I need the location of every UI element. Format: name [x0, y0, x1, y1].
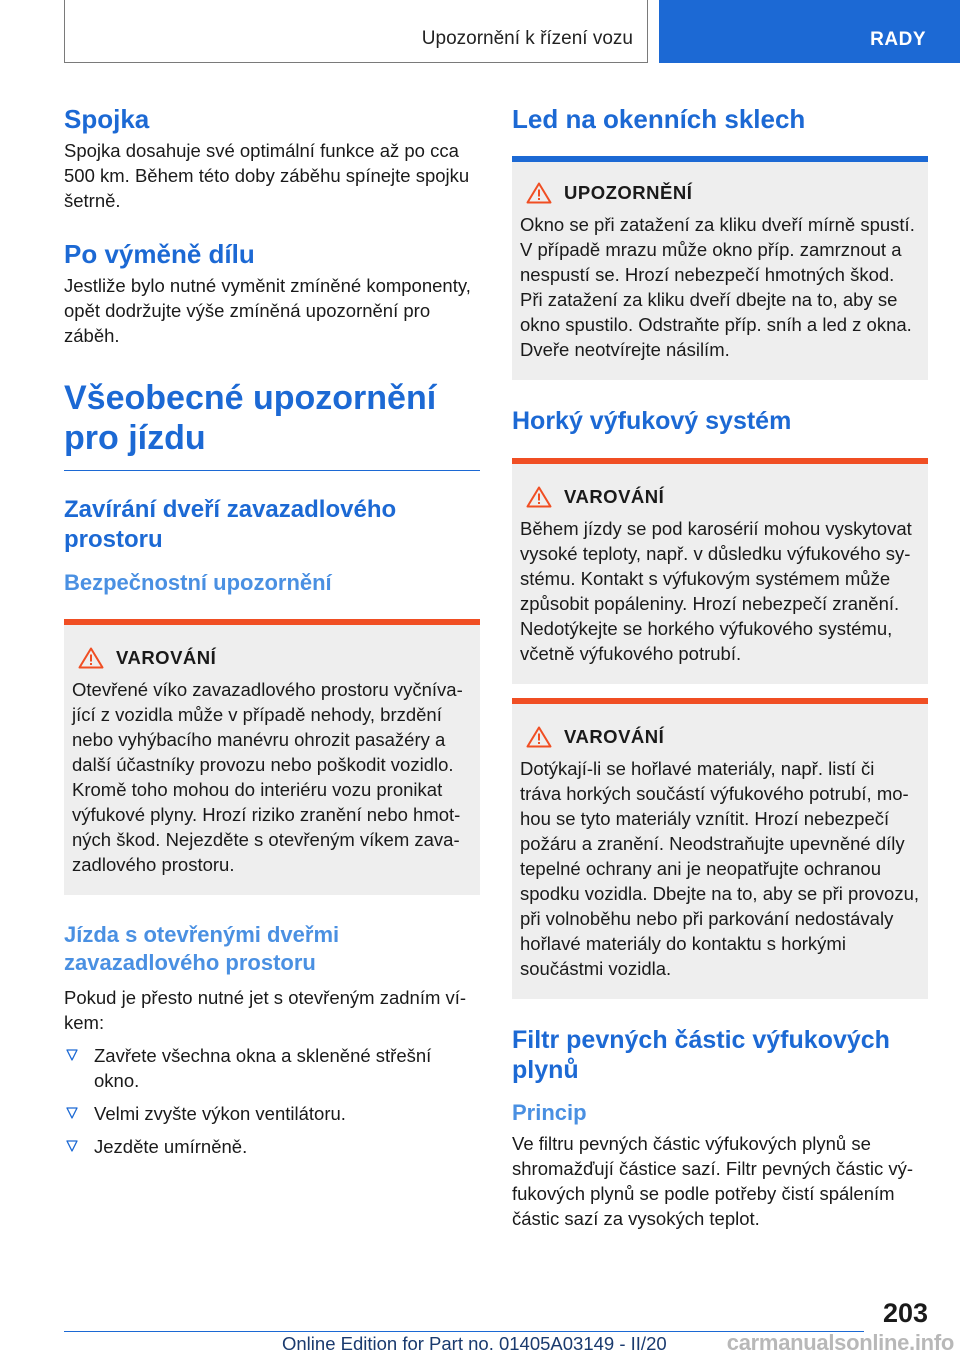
warning-box-hot-exhaust: [512, 458, 928, 684]
warning-triangle-icon: [526, 726, 552, 748]
list-item: [64, 1043, 480, 1093]
header-section-title: Upozornění k řízení vozu: [421, 28, 633, 49]
text-po-vymene-dilu: Jestliže bylo nutné vyměnit zmíněné komponenty, opět dodržujte výše zmíněná upozornění pro záběh.: [64, 275, 471, 346]
triangle-bullet-icon: [66, 1049, 78, 1061]
list-item: [64, 1101, 480, 1126]
triangle-bullet-icon: [66, 1107, 78, 1119]
footer-edition-text: Online Edition for Part no. 01405A03149 - II/20: [282, 1333, 667, 1354]
warning-text: Dotýkají-li se hořlavé materiály, např. listí či tráva horkých součástí výfukového potrubí, mohou se tyto materiály vznítit. Hrozí nebezpečí požáru a zranění. Neodstraňujte upevněné díly tepelné ochrany ani je neopatřujte ochranou spodku vozidla. Dbejte na to, aby se při provozu, při volnoběhu nebo při parkování nedostávaly hořlavé materiály do kontaktu s horkými součástmi vozidla.: [520, 758, 920, 979]
text-princip: Ve filtru pevných částic výfukových plynů se shromažďují částice sazí. Filtr pevných částic výfukových plynů se podle potřeby čistí spálením částic sazí za vysokých teplot.: [512, 1133, 914, 1229]
heading-zavirani-dveri: Zavírání dveří zavazadlového prostoru: [64, 496, 397, 553]
warning-text: Během jízdy se pod karosérií mohou vyskytovat vysoké teploty, např. v důsledku výfukového systému. Kontakt s výfukovým systémem může způsobit popáleniny. Hrozí nebezpečí zranění. Nedotýkejte se horkého výfukového systému, včetně výfukového potrubí.: [520, 518, 912, 664]
watermark-logo: carmanualsonline.info: [726, 1330, 954, 1355]
right-column: [512, 100, 928, 1231]
left-column: [64, 100, 480, 1159]
heading-bezpecnostni-upozorneni: Bezpečnostní upozornění: [64, 570, 332, 595]
warning-title: VAROVÁNÍ: [116, 647, 217, 668]
heading-led-na-okennich-sklech: Led na okenních sklech: [512, 104, 806, 134]
header-tab-label: RADY: [870, 29, 926, 50]
triangle-bullet-icon: [66, 1140, 78, 1152]
notice-text: Okno se při zatažení za kliku dveří mírně spustí. V případě mrazu může okno příp. zamrznout a nespustí se. Hrozí nebezpečí hmotných škod. Při zatažení za kliku dveří dbejte na to, aby se okno spustilo. Odstraňte příp. sníh a led z okna. Dveře neotvírejte násilím.: [520, 214, 915, 360]
header-tab-rady[interactable]: [659, 0, 960, 63]
list-item-text: Zavřete všechna okna a skleněné střešní okno.: [94, 1045, 432, 1091]
header-section-box: [64, 0, 648, 63]
warning-triangle-icon: [78, 647, 104, 669]
heading-princip: Princip: [512, 1100, 587, 1125]
list-item: [64, 1134, 480, 1159]
heading-spojka: Spojka: [64, 104, 150, 134]
heading-underline: [64, 470, 480, 471]
heading-vseobecne-upozorneni: Všeobecné upozornění pro jízdu: [64, 379, 437, 457]
heading-filtr-pevnych-castic: Filtr pevných částic výfukových plynů: [512, 1026, 890, 1084]
warning-triangle-icon: [526, 182, 552, 204]
text-jizda: Pokud je přesto nutné jet s otevřeným zadním víkem:: [64, 987, 467, 1033]
notice-box-window: [512, 156, 928, 380]
warning-title: VAROVÁNÍ: [564, 486, 665, 507]
warning-box-flammable: [512, 698, 928, 999]
notice-title: UPOZORNĚNÍ: [564, 182, 693, 203]
list-item-text: Velmi zvyšte výkon ventilátoru.: [94, 1103, 346, 1124]
warning-title: VAROVÁNÍ: [564, 726, 665, 747]
heading-horky-vyfukovy-system: Horký výfukový systém: [512, 407, 792, 435]
text-spojka: Spojka dosahuje své optimální funkce až po cca 500 km. Během této doby záběhu spínejte spojku šetrně.: [64, 140, 470, 211]
warning-triangle-icon: [526, 486, 552, 508]
page-number: 203: [882, 1298, 928, 1328]
bullet-list: [64, 1043, 480, 1159]
heading-po-vymene-dilu: Po výměně dílu: [64, 239, 255, 269]
list-item-text: Jezděte umírněně.: [94, 1136, 248, 1157]
warning-box-trunk: [64, 619, 480, 895]
heading-jizda-s-otevrenymi-dvermi: Jízda s otevřenými dveřmi zavazadlového prostoru: [64, 922, 340, 975]
warning-text: Otevřené víko zavazadlového prostoru vyčnívající z vozidla může v případě nehody, brzdění nebo vyhýbacího manévru ohrozit pasažéry a další účastníky provozu nebo poškodit vozidlo. Kromě toho mohou do interiéru vozu pronikat výfukové plyny. Hrozí riziko zranění nebo hmotných škod. Nejezděte s otevřeným víkem zavazadlového prostoru.: [72, 679, 463, 875]
